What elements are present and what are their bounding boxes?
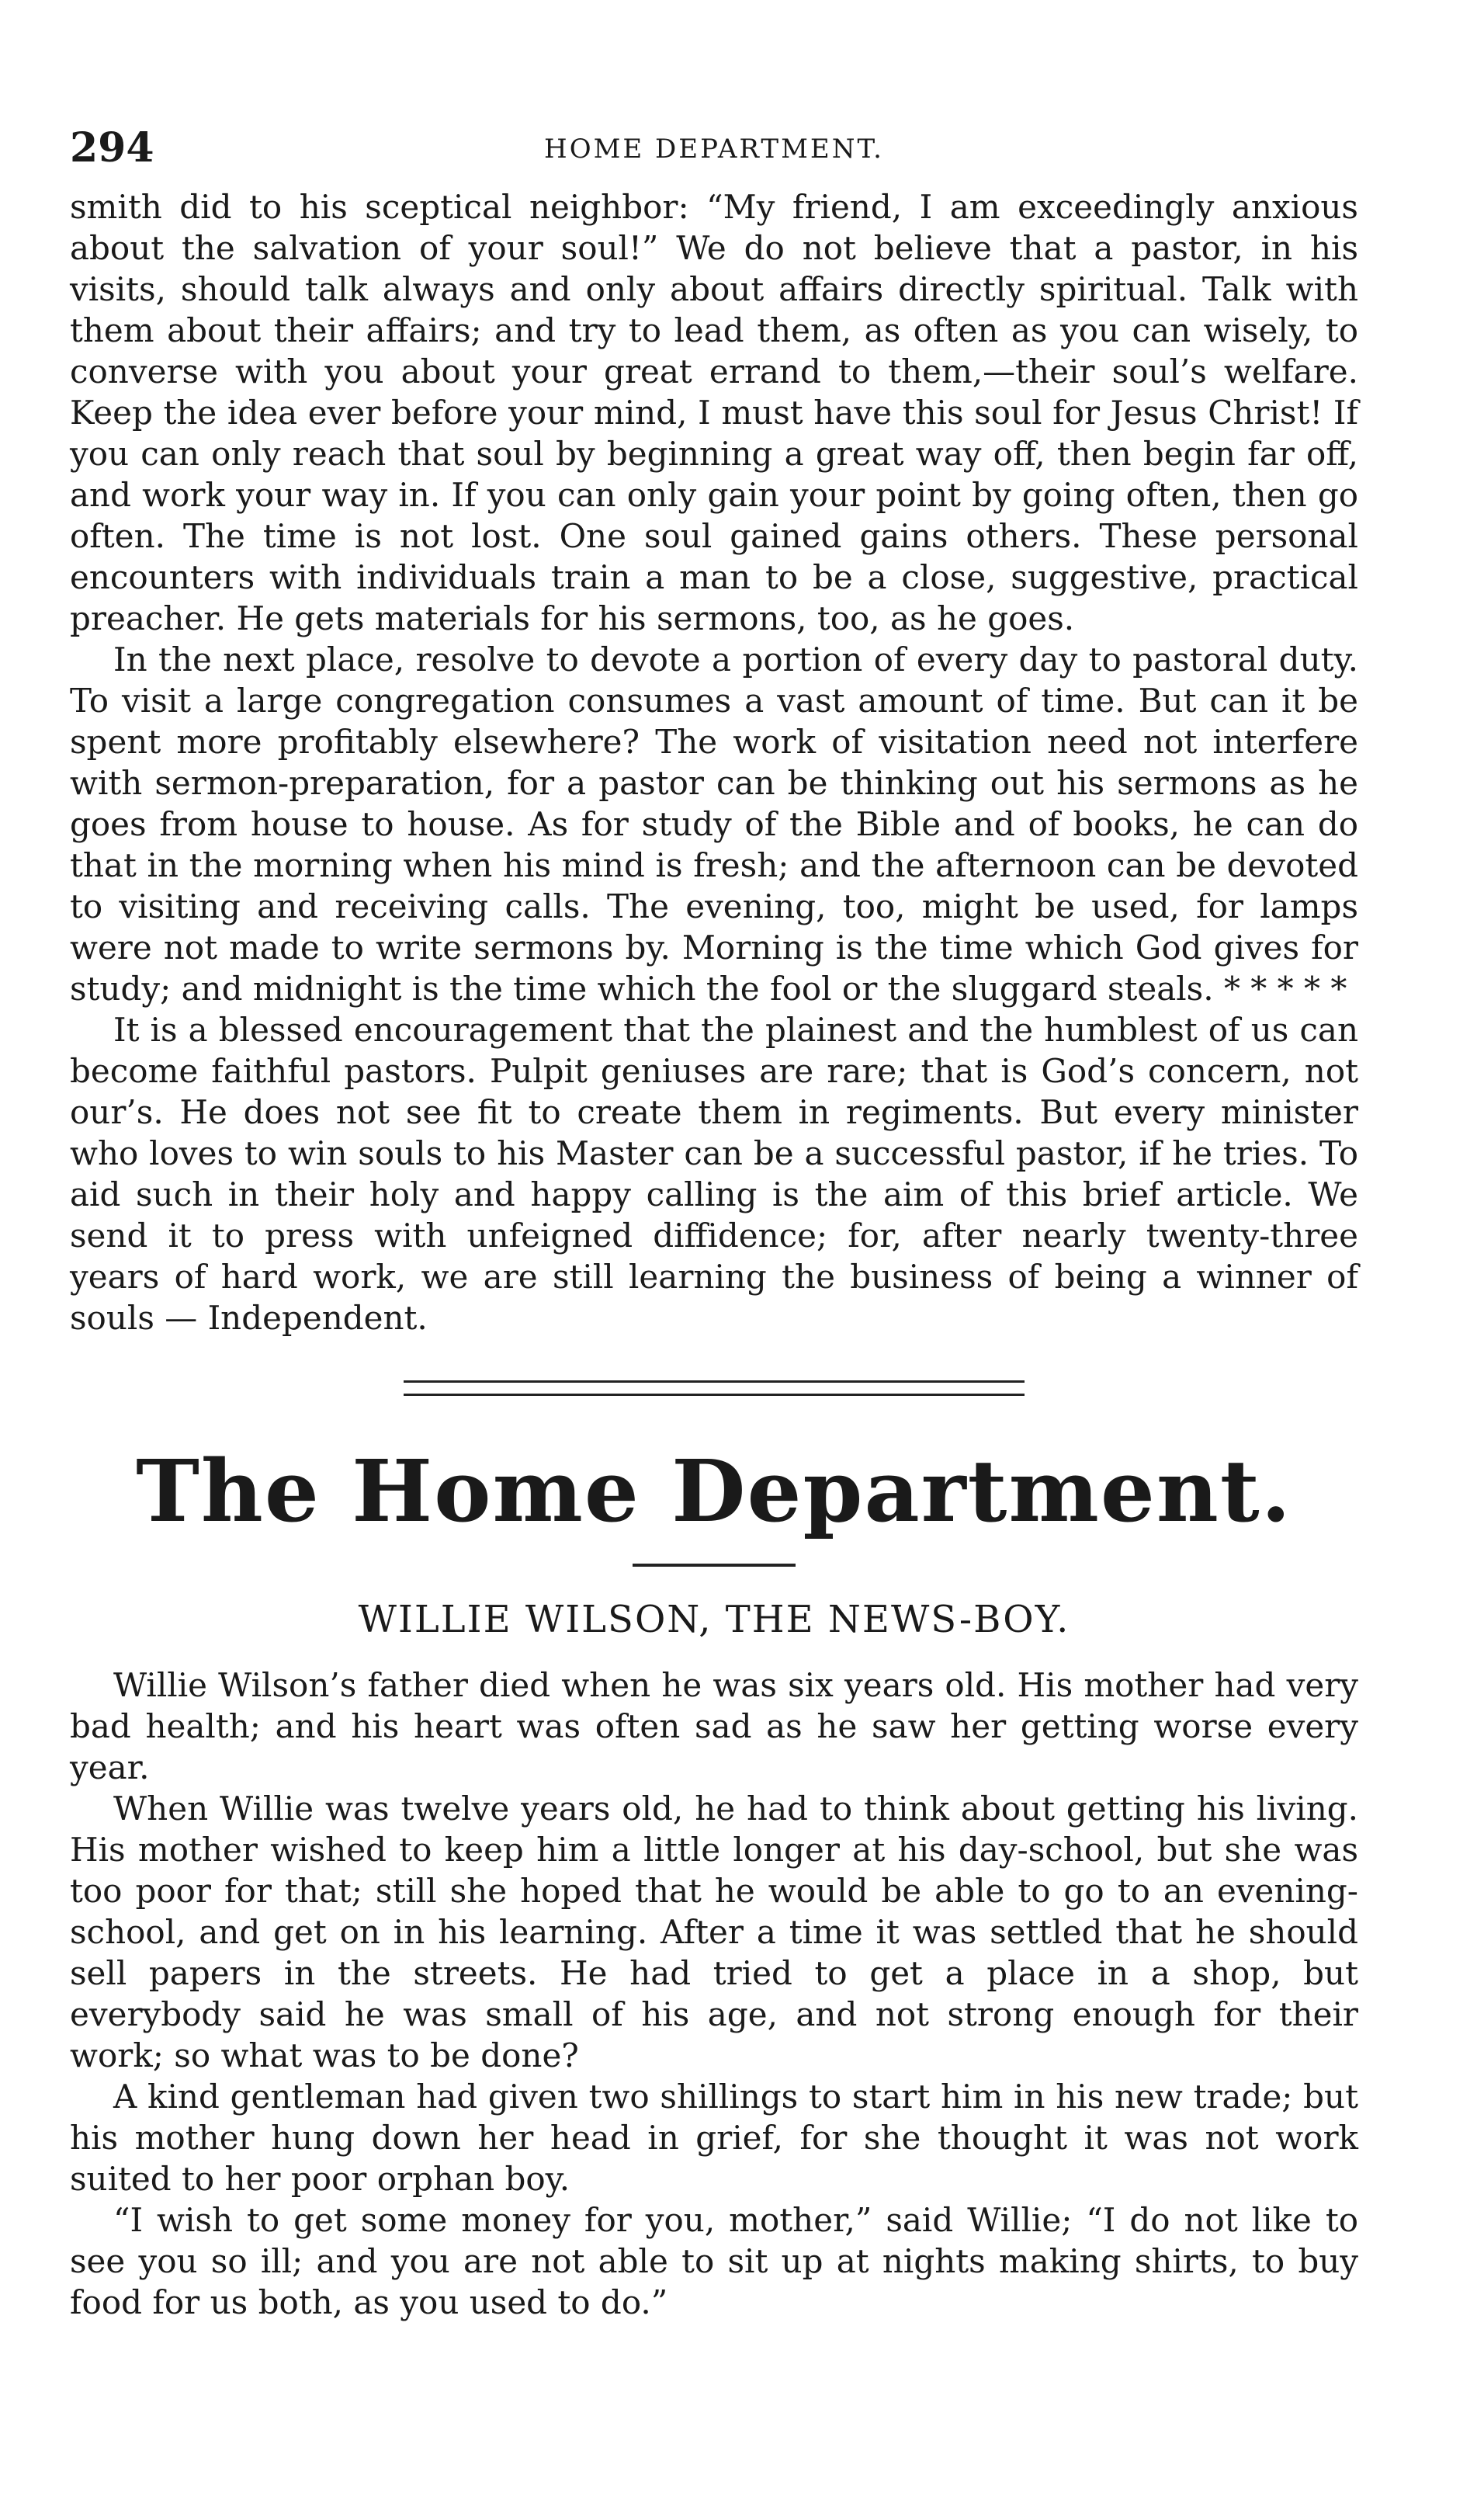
paragraph: Willie Wilson’s father died when he was six years old. His mother had very bad health; and his heart was often sad as he saw her getting worse every year. <box>70 1666 1358 1786</box>
article-title: WILLIE WILSON, THE NEWS-BOY. <box>358 1598 1070 1641</box>
paragraph: “I wish to get some money for you, mother,” said Willie; “I do not like to see you so ill; and you are not able to sit up at nights making shirts, to buy food for us both, as you used to do.” <box>70 2201 1358 2321</box>
previous-article-continuation <box>70 186 1358 1338</box>
section-divider <box>404 1380 1025 1396</box>
section-title: The Home Department. <box>136 1441 1292 1541</box>
article-body <box>70 1665 1358 2323</box>
paragraph: It is a blessed encouragement that the plainest and the humblest of us can become faithful pastors. Pulpit geniuses are rare; that is God’s concern, not our’s. He does not see fit to create them in regiments. But every minister who loves to win souls to his Master can be a successful pastor, if he tries. To aid such in their holy and happy calling is the aim of this brief article. We send it to press with unfeigned diffidence; for, after nearly twenty-three years of hard work, we are still learning the business of being a winner of souls — Independent. <box>70 1011 1358 1337</box>
page-header <box>70 124 1358 186</box>
paragraph: smith did to his sceptical neighbor: “My friend, I am exceedingly anxious about the salvation of your soul!” We do not believe that a pastor, in his visits, should talk always and only about affairs directly spiritual. Talk with them about their affairs; and try to lead them, as often as you can wisely, to converse with you about your great errand to them,—their soul’s welfare. Keep the idea ever before your mind, I must have this soul for Jesus Christ! If you can only reach that soul by beginning a great way off, then begin far off, and work your way in. If you can only gain your point by going often, then go often. The time is not lost. One soul gained gains others. These personal encounters with individuals train a man to be a close, suggestive, practical preacher. He gets materials for his sermons, too, as he goes. <box>70 188 1358 637</box>
running-head: HOME DEPARTMENT. <box>544 134 884 165</box>
page-number: 294 <box>70 124 154 172</box>
document-page <box>70 124 1358 2323</box>
title-rule <box>633 1564 796 1567</box>
paragraph: In the next place, resolve to devote a portion of every day to pastoral duty. To visit a large congregation consumes a vast amount of time. But can it be spent more profitably elsewhere? The work of visitation need not interfere with sermon-preparation, for a pastor can be thinking out his sermons as he goes from house to house. As for study of the Bible and of books, he can do that in the morning when his mind is fresh; and the afternoon can be devoted to visiting and receiving calls. The evening, too, might be used, for lamps were not made to write sermons by. Morning is the time which God gives for study; and midnight is the time which the fool or the sluggard steals. * * * * * <box>70 641 1358 1008</box>
paragraph: A kind gentleman had given two shillings to start him in his new trade; but his mother hung down her head in grief, for she thought it was not work suited to her poor orphan boy. <box>70 2078 1358 2198</box>
paragraph: When Willie was twelve years old, he had to think about getting his living. His mother wished to keep him a little longer at his day-school, but she was too poor for that; still she hoped that he would be able to go to an evening-school, and get on in his learning. After a time it was settled that he should sell papers in the streets. He had tried to get a place in a shop, but everybody said he was small of his age, and not strong enough for their work; so what was to be done? <box>70 1790 1358 2074</box>
